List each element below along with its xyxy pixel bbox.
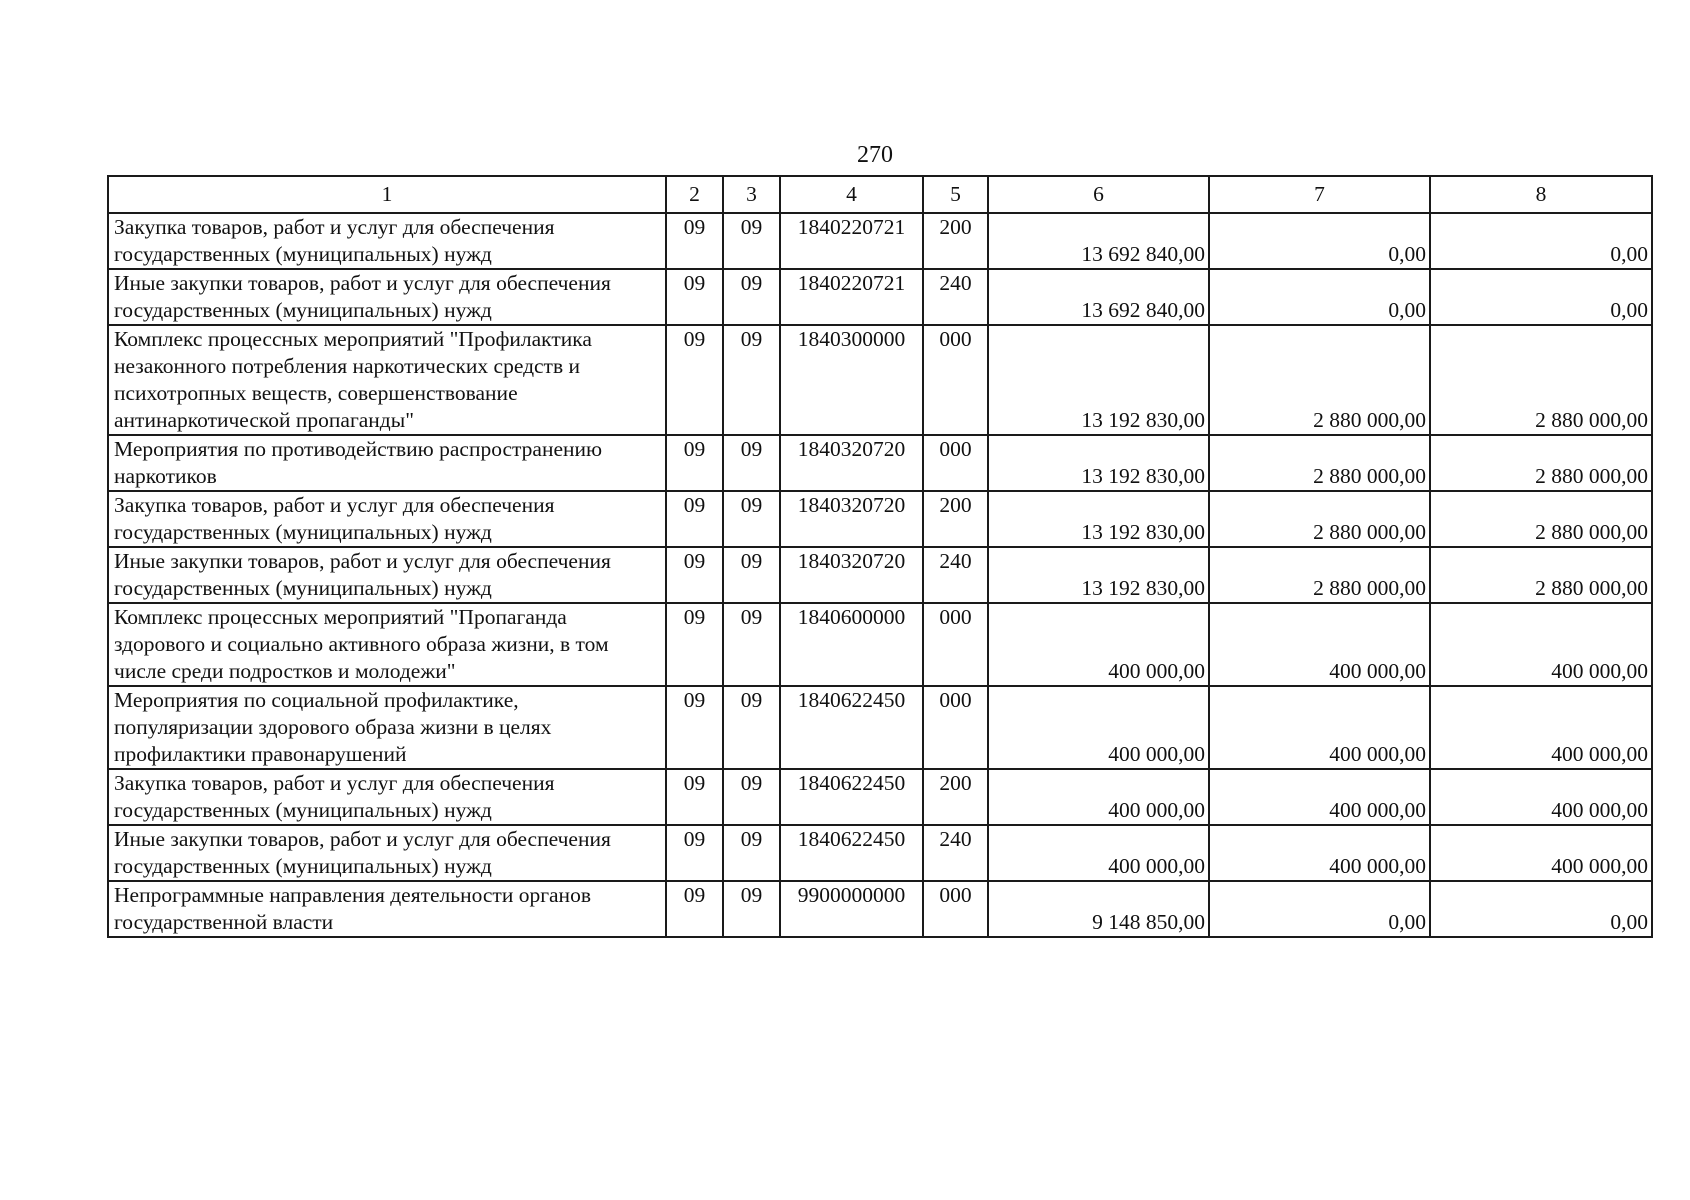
- row-name-cell: Непрограммные направления деятельности органов государственной власти: [108, 881, 666, 937]
- row-amount-col7-cell: 2 880 000,00: [1209, 325, 1430, 435]
- row-subsection-cell: 09: [723, 686, 780, 769]
- row-amount-col8-cell: 400 000,00: [1430, 686, 1652, 769]
- row-expense-type-cell: 000: [923, 881, 988, 937]
- row-target-article-cell: 1840600000: [780, 603, 923, 686]
- row-amount-col8-cell: 400 000,00: [1430, 769, 1652, 825]
- row-subsection-cell: 09: [723, 603, 780, 686]
- row-name-cell: Мероприятия по противодействию распространению наркотиков: [108, 435, 666, 491]
- row-expense-type-cell: 240: [923, 269, 988, 325]
- header-row: [108, 176, 1652, 213]
- row-amount-col6-cell: 13 192 830,00: [988, 547, 1209, 603]
- table-row: [108, 213, 1652, 269]
- row-subsection-cell: 09: [723, 325, 780, 435]
- table-row: [108, 325, 1652, 435]
- row-expense-type-cell: 000: [923, 325, 988, 435]
- row-amount-col7-cell: 0,00: [1209, 881, 1430, 937]
- header-cell: 4: [780, 176, 923, 213]
- row-section-cell: 09: [666, 769, 723, 825]
- row-expense-type-cell: 000: [923, 435, 988, 491]
- header-cell: 1: [108, 176, 666, 213]
- row-target-article-cell: 9900000000: [780, 881, 923, 937]
- row-amount-col6-cell: 400 000,00: [988, 825, 1209, 881]
- row-target-article-cell: 1840220721: [780, 269, 923, 325]
- row-section-cell: 09: [666, 325, 723, 435]
- row-amount-col8-cell: 0,00: [1430, 269, 1652, 325]
- header-cell: 5: [923, 176, 988, 213]
- table-row: [108, 686, 1652, 769]
- row-target-article-cell: 1840320720: [780, 491, 923, 547]
- row-amount-col6-cell: 13 192 830,00: [988, 325, 1209, 435]
- row-section-cell: 09: [666, 686, 723, 769]
- row-section-cell: 09: [666, 269, 723, 325]
- row-amount-col8-cell: 400 000,00: [1430, 603, 1652, 686]
- row-subsection-cell: 09: [723, 547, 780, 603]
- row-subsection-cell: 09: [723, 435, 780, 491]
- row-subsection-cell: 09: [723, 269, 780, 325]
- table-row: [108, 269, 1652, 325]
- row-target-article-cell: 1840300000: [780, 325, 923, 435]
- header-cell: 7: [1209, 176, 1430, 213]
- row-amount-col8-cell: 2 880 000,00: [1430, 547, 1652, 603]
- table-body: [108, 213, 1652, 937]
- row-amount-col6-cell: 13 692 840,00: [988, 213, 1209, 269]
- row-expense-type-cell: 200: [923, 769, 988, 825]
- row-amount-col6-cell: 13 192 830,00: [988, 435, 1209, 491]
- row-target-article-cell: 1840320720: [780, 547, 923, 603]
- row-amount-col8-cell: 2 880 000,00: [1430, 491, 1652, 547]
- table-row: [108, 547, 1652, 603]
- row-amount-col8-cell: 0,00: [1430, 213, 1652, 269]
- row-amount-col6-cell: 9 148 850,00: [988, 881, 1209, 937]
- table-row: [108, 769, 1652, 825]
- row-name-cell: Иные закупки товаров, работ и услуг для обеспечения государственных (муниципальных) нужд: [108, 825, 666, 881]
- row-section-cell: 09: [666, 491, 723, 547]
- row-amount-col7-cell: 2 880 000,00: [1209, 435, 1430, 491]
- row-subsection-cell: 09: [723, 213, 780, 269]
- row-name-cell: Комплекс процессных мероприятий "Профилактика незаконного потребления наркотических средств и психотропных веществ, совершенствование антинаркотической пропаганды": [108, 325, 666, 435]
- row-subsection-cell: 09: [723, 491, 780, 547]
- row-amount-col8-cell: 0,00: [1430, 881, 1652, 937]
- row-target-article-cell: 1840220721: [780, 213, 923, 269]
- row-subsection-cell: 09: [723, 825, 780, 881]
- table-row: [108, 881, 1652, 937]
- row-name-cell: Закупка товаров, работ и услуг для обеспечения государственных (муниципальных) нужд: [108, 213, 666, 269]
- row-name-cell: Иные закупки товаров, работ и услуг для обеспечения государственных (муниципальных) нужд: [108, 269, 666, 325]
- row-section-cell: 09: [666, 825, 723, 881]
- row-section-cell: 09: [666, 881, 723, 937]
- row-amount-col7-cell: 0,00: [1209, 269, 1430, 325]
- row-name-cell: Закупка товаров, работ и услуг для обеспечения государственных (муниципальных) нужд: [108, 769, 666, 825]
- row-amount-col7-cell: 400 000,00: [1209, 603, 1430, 686]
- row-name-cell: Иные закупки товаров, работ и услуг для обеспечения государственных (муниципальных) нужд: [108, 547, 666, 603]
- table-row: [108, 435, 1652, 491]
- row-subsection-cell: 09: [723, 881, 780, 937]
- row-name-cell: Комплекс процессных мероприятий "Пропаганда здорового и социально активного образа жизни, в том числе среди подростков и молодежи": [108, 603, 666, 686]
- header-cell: 8: [1430, 176, 1652, 213]
- row-section-cell: 09: [666, 547, 723, 603]
- table-row: [108, 603, 1652, 686]
- table-row: [108, 491, 1652, 547]
- table-row: [108, 825, 1652, 881]
- budget-table: [107, 175, 1653, 938]
- row-amount-col7-cell: 400 000,00: [1209, 769, 1430, 825]
- row-amount-col7-cell: 2 880 000,00: [1209, 547, 1430, 603]
- row-amount-col7-cell: 0,00: [1209, 213, 1430, 269]
- row-amount-col8-cell: 400 000,00: [1430, 825, 1652, 881]
- page-number: 270: [857, 142, 893, 168]
- row-amount-col8-cell: 2 880 000,00: [1430, 435, 1652, 491]
- header-cell: 3: [723, 176, 780, 213]
- row-amount-col6-cell: 13 692 840,00: [988, 269, 1209, 325]
- row-expense-type-cell: 000: [923, 686, 988, 769]
- row-expense-type-cell: 000: [923, 603, 988, 686]
- row-amount-col7-cell: 2 880 000,00: [1209, 491, 1430, 547]
- row-target-article-cell: 1840622450: [780, 825, 923, 881]
- row-name-cell: Мероприятия по социальной профилактике, популяризации здорового образа жизни в целях профилактики правонарушений: [108, 686, 666, 769]
- row-name-cell: Закупка товаров, работ и услуг для обеспечения государственных (муниципальных) нужд: [108, 491, 666, 547]
- row-expense-type-cell: 200: [923, 213, 988, 269]
- row-amount-col8-cell: 2 880 000,00: [1430, 325, 1652, 435]
- row-amount-col7-cell: 400 000,00: [1209, 686, 1430, 769]
- header-cell: 6: [988, 176, 1209, 213]
- row-section-cell: 09: [666, 603, 723, 686]
- row-section-cell: 09: [666, 213, 723, 269]
- row-target-article-cell: 1840320720: [780, 435, 923, 491]
- row-amount-col6-cell: 400 000,00: [988, 603, 1209, 686]
- row-target-article-cell: 1840622450: [780, 686, 923, 769]
- header-cell: 2: [666, 176, 723, 213]
- row-expense-type-cell: 200: [923, 491, 988, 547]
- row-section-cell: 09: [666, 435, 723, 491]
- row-amount-col6-cell: 13 192 830,00: [988, 491, 1209, 547]
- row-amount-col7-cell: 400 000,00: [1209, 825, 1430, 881]
- row-target-article-cell: 1840622450: [780, 769, 923, 825]
- row-subsection-cell: 09: [723, 769, 780, 825]
- row-amount-col6-cell: 400 000,00: [988, 769, 1209, 825]
- row-expense-type-cell: 240: [923, 825, 988, 881]
- row-expense-type-cell: 240: [923, 547, 988, 603]
- row-amount-col6-cell: 400 000,00: [988, 686, 1209, 769]
